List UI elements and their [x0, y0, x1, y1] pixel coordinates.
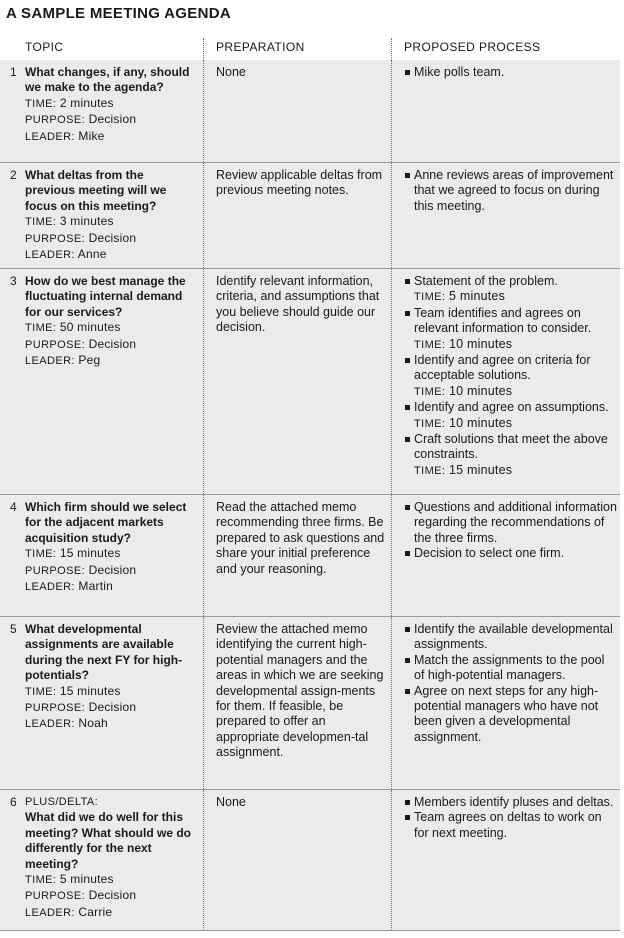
leader-value: Mike	[78, 128, 105, 143]
process-cell	[404, 274, 618, 479]
topic-time	[25, 214, 197, 230]
preparation-cell: Review applicable deltas from previous meeting notes.	[216, 168, 383, 198]
topic-leader	[25, 129, 197, 145]
column-divider	[391, 790, 392, 930]
topic-time	[25, 320, 197, 336]
process-step: Decision to select one firm.	[404, 546, 618, 561]
process-step-time	[404, 384, 618, 400]
row-number: 2	[10, 168, 17, 182]
leader-value: Anne	[77, 247, 107, 262]
purpose-label: PURPOSE:	[25, 702, 86, 715]
topic-purpose	[25, 888, 197, 904]
time-label: TIME:	[414, 338, 446, 351]
leader-label: LEADER:	[25, 906, 75, 919]
leader-label: LEADER:	[25, 249, 75, 262]
process-step: Identify and agree on criteria for acceptable solutions.	[404, 353, 618, 384]
topic-time	[25, 546, 197, 562]
column-divider	[391, 495, 392, 616]
column-divider	[203, 269, 204, 494]
process-step: Identify and agree on assumptions.	[404, 400, 618, 415]
purpose-label: PURPOSE:	[25, 232, 86, 245]
preparation-cell: None	[216, 65, 246, 79]
topic-leader	[25, 905, 197, 921]
topic-question: What changes, if any, should we make to the agenda?	[25, 65, 190, 95]
process-step: Members identify pluses and deltas.	[404, 795, 618, 810]
topic-purpose	[25, 700, 197, 716]
purpose-value: Decision	[88, 562, 137, 577]
process-cell	[404, 500, 618, 562]
column-divider	[391, 163, 392, 268]
topic-cell	[25, 168, 197, 263]
purpose-value: Decision	[88, 112, 137, 127]
agenda-row	[0, 790, 620, 931]
process-step-time	[404, 337, 618, 353]
process-step-time	[404, 416, 618, 432]
preparation-cell: None	[216, 795, 246, 809]
column-divider	[391, 617, 392, 789]
preparation-cell: Identify relevant information, criteria, and assumptions that you believe should guide our decision.	[216, 274, 380, 335]
column-divider	[203, 790, 204, 930]
topic-question: Which firm should we select for the adjacent markets acquisition study?	[25, 500, 187, 545]
topic-time	[25, 684, 197, 700]
purpose-label: PURPOSE:	[25, 114, 86, 127]
agenda-row	[0, 617, 620, 790]
topic-purpose	[25, 231, 197, 247]
process-step: Match the assignments to the pool of high-potential managers.	[404, 653, 618, 684]
topic-question: What developmental assignments are available during the next FY for high-potentials?	[25, 622, 183, 683]
topic-time	[25, 872, 197, 888]
header-process: PROPOSED PROCESS	[404, 40, 541, 54]
process-step: Team agrees on deltas to work on for next meeting.	[404, 810, 618, 841]
column-divider	[391, 60, 392, 162]
leader-label: LEADER:	[25, 355, 75, 368]
time-value: 50 minutes	[59, 320, 121, 335]
purpose-label: PURPOSE:	[25, 564, 86, 577]
time-value: 15 minutes	[449, 462, 513, 477]
topic-leader	[25, 247, 197, 263]
process-step: Identify the available developmental assignments.	[404, 622, 618, 653]
time-value: 5 minutes	[59, 872, 114, 887]
purpose-label: PURPOSE:	[25, 890, 86, 903]
topic-cell	[25, 274, 197, 369]
process-cell	[404, 795, 618, 841]
leader-value: Peg	[78, 353, 101, 368]
column-divider	[203, 495, 204, 616]
time-label: TIME:	[414, 464, 446, 477]
topic-pretitle: PLUS/DELTA:	[25, 796, 99, 808]
leader-label: LEADER:	[25, 581, 75, 594]
topic-leader	[25, 716, 197, 732]
column-divider	[203, 163, 204, 268]
header-topic: TOPIC	[25, 40, 64, 54]
row-number: 4	[10, 500, 17, 514]
purpose-value: Decision	[88, 700, 137, 715]
agenda-row	[0, 163, 620, 269]
process-step: Questions and additional information regarding the recommendations of the three firms.	[404, 500, 618, 546]
time-value: 10 minutes	[449, 336, 513, 351]
topic-purpose	[25, 337, 197, 353]
purpose-value: Decision	[88, 888, 137, 903]
time-label: TIME:	[25, 216, 57, 229]
column-divider	[391, 269, 392, 494]
topic-cell	[25, 622, 197, 733]
topic-purpose	[25, 112, 197, 128]
process-step: Anne reviews areas of improvement that we agreed to focus on during this meeting.	[404, 168, 618, 214]
process-step: Mike polls team.	[404, 65, 618, 80]
time-label: TIME:	[25, 874, 57, 887]
topic-question: What did we do well for this meeting? What should we do differently for the next meeting?	[25, 810, 191, 871]
leader-value: Carrie	[78, 904, 113, 919]
process-cell	[404, 622, 618, 745]
topic-leader	[25, 353, 197, 369]
purpose-label: PURPOSE:	[25, 338, 86, 351]
time-value: 5 minutes	[449, 289, 506, 304]
process-cell	[404, 168, 618, 214]
process-step: Agree on next steps for any high-potential managers who have not been given a developmental assignment.	[404, 684, 618, 746]
preparation-cell: Review the attached memo identifying the current high-potential managers and the areas in which we are seeking developmental assign-ments for them. If feasible, be prepared to offer an appropriate developmen-tal assignment.	[216, 622, 384, 760]
time-value: 3 minutes	[59, 214, 114, 229]
header-divider	[203, 38, 204, 60]
time-value: 15 minutes	[59, 546, 121, 561]
process-step: Team identifies and agrees on relevant information to consider.	[404, 306, 618, 337]
column-divider	[203, 617, 204, 789]
process-step: Statement of the problem.	[404, 274, 618, 289]
agenda-row	[0, 60, 620, 163]
time-label: TIME:	[25, 548, 57, 561]
purpose-value: Decision	[88, 336, 137, 351]
time-label: TIME:	[414, 385, 446, 398]
time-label: TIME:	[25, 685, 57, 698]
row-number: 1	[10, 65, 17, 79]
leader-value: Noah	[78, 716, 108, 731]
row-number: 6	[10, 795, 17, 809]
row-number: 3	[10, 274, 17, 288]
topic-time	[25, 96, 197, 112]
topic-cell	[25, 795, 197, 921]
time-label: TIME:	[414, 291, 446, 304]
time-value: 2 minutes	[59, 95, 114, 110]
topic-question: What deltas from the previous meeting will we focus on this meeting?	[25, 168, 167, 213]
column-divider	[203, 60, 204, 162]
topic-cell	[25, 65, 197, 145]
purpose-value: Decision	[88, 230, 137, 245]
topic-leader	[25, 579, 197, 595]
preparation-cell: Read the attached memo recommending three firms. Be prepared to ask questions and share your initial preference and your reasoning.	[216, 500, 385, 576]
process-cell	[404, 65, 618, 80]
agenda-row	[0, 495, 620, 617]
row-number: 5	[10, 622, 17, 636]
process-step: Craft solutions that meet the above constraints.	[404, 432, 618, 463]
agenda-table	[0, 60, 620, 931]
time-label: TIME:	[25, 322, 57, 335]
time-value: 10 minutes	[449, 415, 513, 430]
leader-label: LEADER:	[25, 718, 75, 731]
topic-cell	[25, 500, 197, 595]
leader-label: LEADER:	[25, 130, 75, 143]
time-value: 10 minutes	[449, 383, 513, 398]
header-divider	[391, 38, 392, 60]
time-label: TIME:	[414, 417, 446, 430]
topic-question: How do we best manage the fluctuating internal demand for our services?	[25, 274, 186, 319]
process-step-time	[404, 463, 618, 479]
header-preparation: PREPARATION	[216, 40, 305, 54]
leader-value: Martin	[78, 579, 113, 594]
process-step-time	[404, 289, 618, 305]
time-value: 15 minutes	[59, 683, 121, 698]
page-title: A SAMPLE MEETING AGENDA	[6, 5, 231, 22]
agenda-row	[0, 269, 620, 495]
table-header	[0, 34, 620, 61]
topic-purpose	[25, 563, 197, 579]
time-label: TIME:	[25, 97, 57, 110]
